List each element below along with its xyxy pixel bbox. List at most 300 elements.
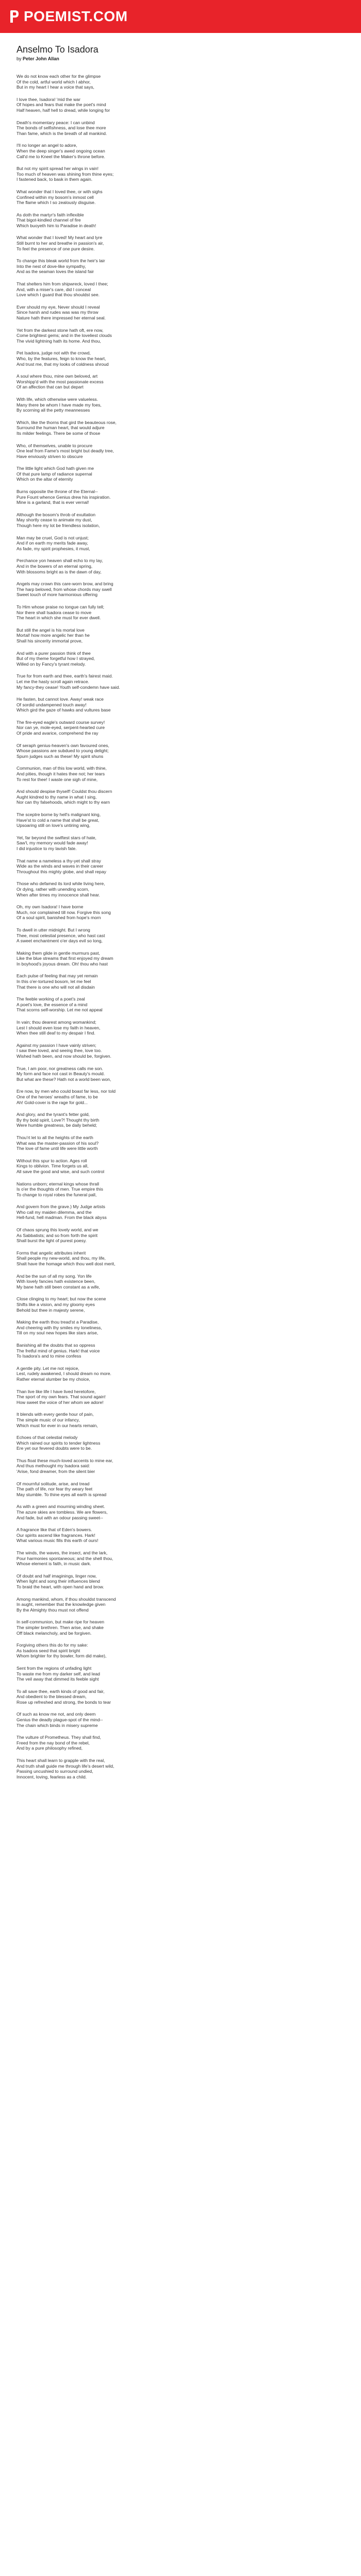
poem-stanza [17,1020,344,1036]
poem-line: Ere now, by men who could boast far less, nor told [17,1089,116,1094]
poem-line: Into the nest of dove-like sympathy, [17,263,86,269]
poem-line: Of sordid undampened touch away! [17,702,87,707]
poem-stanza [17,835,344,852]
poem-stanza [17,535,344,552]
poem-line: Nature hath there impressed her eternal seal. [17,315,106,320]
poem-line: When after times my innocence shall hear. [17,892,100,897]
poem-line: Against my passion I have vainly striven; [17,1042,96,1048]
poem-container [0,33,344,1780]
poem-line: Ever should my eye, Never should I reveal [17,304,100,310]
poem-line: A sweet enchantment o'er days evil so long, [17,938,103,944]
poem-line: He fasten, but cannot love. Away! weak race [17,697,104,702]
poem-line: In boyhood's joyous dream. Oh! thou who hast [17,961,108,967]
poem-line: True for from earth and thee, earth's fairest maid. [17,673,113,679]
poem-stanza [17,143,344,159]
poem-line: Each pulse of feeling that may yet remain [17,973,98,979]
poem-line: What various music fills this earth of ours! [17,1538,99,1544]
poem-line: Throughout this mighty globe, and shall repay [17,869,106,874]
poem-line: Though here my lot be friendless isolation, [17,523,100,529]
poem-line: To dwell in utter midnight. But I wrong [17,927,90,933]
poem-line: Surround the human heart, that would adjure [17,425,105,431]
poem-line: What wonder that I loved! My heart and lyre [17,235,103,241]
poem-line: The harp beloved, from whose chords may swell [17,586,112,592]
quill-logo-icon [8,9,20,24]
poem-line: Of doubt and half imaginings, linger now, [17,1573,97,1579]
poem-line: A gentle pity. Let me not rejoice, [17,1365,79,1371]
poem-line: I'll no longer an angel to adore, [17,143,77,148]
poem-stanza [17,1412,344,1428]
poem-line: To Him whose praise no tongue can fully tell; [17,604,105,609]
poem-line: Of hopes and fears that make the poet's mind [17,102,106,108]
poem-stanza [17,1227,344,1244]
poem-line: Nor there shall Isadora cease to move [17,609,92,615]
poem-title: Anselmo To Isadora [17,44,99,55]
poem-stanza [17,927,344,944]
poem-stanza [17,651,344,667]
poem-line: Have enviously striven to obscure [17,453,83,459]
poem-stanza [17,604,344,621]
poem-line: With lovely fancies hath existence been, [17,1279,95,1284]
poem-line: And with a purer passion think of thee [17,650,91,656]
poem-line: To change this bleak world from the heir's lair [17,258,105,264]
poem-line: All save the good and wise, and such control [17,1168,105,1174]
poem-line: Shall burst the light of purest poesy. [17,1238,87,1244]
poem-line: Of chaos sprung this lovely world, and we [17,1227,99,1233]
poem-line: Come brightest gems; and in the loveliest clouds [17,333,112,338]
poem-stanza [17,1504,344,1520]
poem-line: My bane hath still been constant as a wife, [17,1284,100,1290]
poem-stanza [17,443,344,460]
poem-line: Burns opposite the throne of the Eternal-- [17,489,98,495]
poem-line: Off black melancholy, and be forgiven. [17,1630,92,1636]
poem-stanza [17,1181,344,1198]
poem-stanza [17,1481,344,1498]
poem-line: And in the bowers of an eternal spring, [17,564,93,569]
poem-line: But still the angel is his mortal love [17,627,85,633]
poem-line: Worshipp'd with the most passionate excess [17,379,104,384]
poem-stanza [17,973,344,990]
poem-stanza [17,328,344,344]
poem-line: Whom brighter for thy bowler, form did make), [17,1653,107,1659]
poem-line: Still burnt to her and breathe in passion's air, [17,241,104,246]
poem-line: To Isadora's and to mine confess [17,1353,81,1359]
poem-line: Too much of heaven was shining from thine eyes; [17,171,114,177]
poem-stanza [17,1112,344,1128]
poem-stanza [17,1274,344,1290]
poem-line: Upsoaring still on love's untiring wing, [17,823,91,828]
poem-line: And trust me, that my looks of coldness shroud [17,361,109,367]
poem-line: Mortal! how more angelic her than he [17,633,90,638]
poem-line: Shifts like a vision, and my gloomy eyes [17,1302,95,1307]
poem-line: The fretful mind of genius. Hark! that voice [17,1348,100,1353]
poem-line: Were humble greatness, be daily beheld; [17,1123,97,1128]
poem-stanza [17,1573,344,1590]
poem-line: Which on the altar of eternity [17,477,73,482]
poem-line: Hell-fund, hell madman. From the black abyss [17,1215,107,1221]
poem-line: Pour harmonies spontaneous; and the shell thou, [17,1555,113,1561]
poem-line: Willed on by Fancy's tyrant melody. [17,661,86,667]
poem-line: Freed from the nay bond of the rebel, [17,1740,90,1745]
poem-line: With life, which otherwise were valueless. [17,396,99,402]
byline-by-label: by [17,56,22,61]
poem-line: The simple music of our infancy, [17,1417,80,1422]
poem-line: Confined within my bosom's inmost cell [17,194,94,200]
poem-line: And by a pure philosophy refined, [17,1745,83,1751]
poem-line: And obedient to the blessed dream, [17,1694,87,1700]
poem-stanza [17,281,344,298]
poem-line: Communion, man of this low world, with thine, [17,766,107,771]
poem-stanza [17,166,344,182]
poem-line: Passing uncushied to surround undied, [17,1769,93,1774]
poem-line: And truth shall guide me through life's desert wild, [17,1763,114,1769]
poem-line: And govern from the grave.) My Judge artists [17,1204,105,1210]
poem-line: Let me the hasty scroll again retrace. [17,679,89,684]
poem-line: Call'd me to Kneel the Maker's throne before. [17,154,105,159]
poem-line: Love which I guard that thou shouldst see. [17,292,100,298]
poem-stanza [17,673,344,690]
poem-line: The path of life, nor fear thy weary feet [17,1486,93,1492]
poem-line: And thus methought my Isadora said: [17,1463,90,1469]
poem-line: And pities, though it hates thee not; her tears [17,771,105,777]
poem-line: Rose up refreshed and strong, the bonds to tear [17,1699,111,1705]
poem-line: Among mankind, whom, if thou shouldst transcend [17,1596,116,1602]
poem-stanza [17,1666,344,1682]
poem-stanza [17,397,344,413]
poem-line: This heart shall learn to grapple with the real, [17,1758,105,1764]
logo-text: POEMIST.COM [24,8,128,24]
poem-line: But in my heart I hear a voice that says, [17,84,94,90]
poem-line: Wide as the winds and waves in their career [17,863,104,869]
poem-line: My form and face not cast in Beauty's mould. [17,1071,105,1077]
poem-line: And, with a miser's care, did I conceal [17,286,91,292]
poem-stanza [17,812,344,828]
poem-line: Rather eternal slumber be my choice, [17,1376,90,1382]
poem-stanza [17,120,344,137]
poem-line: A poet's love, the essence of a mind [17,1002,88,1007]
poem-line: 'Arise, fond dreamer, from the silent bier [17,1469,95,1475]
poem-line: As Sabbatists; and so from forth the spirit [17,1232,98,1238]
poem-line: Oh, my own Isadora! I have borne [17,904,84,910]
poem-line: Although the bosom's throb of exultation [17,512,96,517]
site-logo[interactable] [8,8,128,25]
poem-stanza [17,1366,344,1382]
poem-line: Have'st to cold a name that shall be great, [17,817,100,823]
poem-line: To feel the presence of one pure desire. [17,246,95,251]
poem-line: Thus float these much-loved accents to mine ear, [17,1458,113,1463]
poem-line: What was the master-passion of his soul? [17,1140,99,1146]
poem-stanza [17,1066,344,1082]
poem-line: Nations unborn; eternal kings whose thrall [17,1181,100,1187]
poem-line: Echoes of that celestial melody [17,1435,78,1440]
poem-stanza [17,350,344,367]
poem-stanza [17,743,344,759]
poem-stanza [17,1689,344,1705]
poem-stanza [17,1642,344,1659]
poem-stanza [17,1319,344,1336]
poem-line: That scorns self-worship. Let me not appeal [17,1007,103,1013]
poem-line: And cheering with thy smiles my loneliness, [17,1325,102,1330]
poem-line: Pet Isadora, judge not with the crowd, [17,350,91,356]
poem-line: Is o'er the thoughts of men. True empire this [17,1187,103,1192]
poem-byline [17,56,344,61]
poem-stanza [17,1435,344,1451]
poem-line: That bigot-kindled channel of fire [17,217,81,223]
poem-line: Who call my maiden dilemma, and the [17,1209,92,1215]
poem-stanza [17,489,344,505]
poem-stanza [17,97,344,113]
poem-stanza [17,720,344,736]
poem-line: The simpler brethren. Then arise, and shake [17,1624,104,1630]
poem-line: Which, like the thorns that gird the beauteous rose, [17,419,117,425]
poem-line: And fade, but with an odour passing sweet-- [17,1515,103,1520]
poem-line: The winds, the waves, the insect, and the lark, [17,1550,108,1555]
poem-line: Who, of themselves, unable to procure [17,443,93,448]
poem-line: A soul where thou, mine own beloved, art [17,374,98,379]
poem-stanza [17,1204,344,1221]
poem-stanza [17,1043,344,1059]
poem-stanza [17,212,344,229]
poem-line: The sport of my own fears. That sound again! [17,1394,106,1400]
poem-line: Since harsh and rudes was was my throw [17,310,99,315]
poem-line: But of my theme forgetful how I strayed, [17,656,95,662]
poem-stanza [17,1758,344,1780]
poem-line: The chain which binds in misery supreme [17,1722,98,1728]
poem-line: Which must for ever in our hearts remain, [17,1422,98,1428]
poem-line: As doth the martyr's faith inflexible [17,212,84,217]
poem-line: The heart in which she must for ever dwell. [17,615,101,621]
poem-line: Mine is a garland, that is ever vernal! [17,500,89,505]
poem-line: In aught, remember that the knowledge given [17,1602,106,1607]
poem-stanza [17,1735,344,1751]
poem-stanza [17,1711,344,1728]
poem-line: Spurn judges such as these! My spirit shuns [17,753,104,759]
poem-stanza [17,858,344,875]
poem-line: The veil away that dimmed its feeble sight [17,1676,99,1682]
poem-line: Shall people my new-world, and thou, my life, [17,1256,106,1261]
poem-stanza [17,466,344,482]
poem-line: Than fame, which is the breath of all mankind. [17,130,107,136]
poem-line: Without this spur to action. Ages roll [17,1158,87,1163]
poem-line: With blossoms bright as is the dawn of day, [17,569,102,574]
poem-line: But what are these? Hath not a world been won, [17,1076,111,1082]
poem-line: Banishing all the doubts that so oppress [17,1342,95,1348]
poem-line: Those who defamed its lord while living here, [17,881,105,887]
poem-line: We do not know each other for the glimpse [17,74,101,79]
poem-line: Of such as know me not, and only deem [17,1711,96,1717]
poem-line: Of an affection that can but depart [17,384,84,390]
poem-line: The fire-eyed eagle's outward course survey! [17,719,105,725]
poem-line: What wonder that I loved thee, or with sighs [17,189,103,194]
poem-line: Of pride and avarice, comprehend the ray [17,731,99,736]
poem-line: To all save thee, earth kinds of good and fair, [17,1688,105,1694]
poem-body [17,74,344,1780]
poem-line: Sent from the regions of unfading light [17,1665,92,1671]
poem-line: To rest for thee! I waste one sigh of mine, [17,776,98,782]
poem-line: The flame which I so zealously disguise. [17,200,96,206]
poem-stanza [17,1158,344,1175]
poem-stanza [17,951,344,967]
poem-line: As fade, my spirit prophesies, it must, [17,546,90,551]
poem-line: The vivid lightning hath its home. And thou, [17,338,101,344]
poem-line: As with a green and mourning winding sheet. [17,1504,105,1510]
poem-line: Saw'l, my memory would fade away! [17,840,88,846]
poem-line: Ah! Gold-cover is the rage for gold... [17,1099,88,1105]
poem-line: Whose element is faith, in music dark. [17,1561,91,1567]
poem-line: Kings to oblivion. Time forgets us all, [17,1163,89,1169]
poem-line: The little light which God hath given me [17,466,94,471]
poem-line: Lest, rudely awakened, I should dream no more. [17,1371,111,1377]
poem-line: Of seraph genius-heaven's own favoured ones, [17,742,109,748]
poem-line: As Isadora seed that spirit bright [17,1648,80,1653]
poem-line: Which rained our spirits to tender lightness [17,1440,101,1446]
poem-line: That shelters him from shipwreck, loved I thee; [17,281,108,287]
poem-line: By thy bold spirit, Love?! Thought thy birth [17,1117,100,1123]
poem-stanza [17,1250,344,1267]
poem-stanza [17,235,344,251]
poem-line: Nor can thy falsehoods, which might to thy earn [17,800,110,805]
poem-line: Of the cold, artful world which I abhor, [17,79,91,84]
poem-line: Like the blue streams that first enjoyed my dream [17,956,113,961]
poem-stanza [17,374,344,390]
poem-line: The feeble working of a poet's zeal [17,996,85,1002]
poem-line: By the Almighty thou must not offend [17,1607,89,1613]
poem-line: Whose passions are subdued to young delight; [17,748,109,754]
poem-stanza [17,1343,344,1359]
poem-stanza [17,581,344,598]
poem-stanza [17,74,344,90]
poem-stanza [17,789,344,805]
poem-line: Wished hath been, and now should be, forgiven. [17,1054,111,1059]
poem-line: By scorning all the petty meannesses [17,408,90,413]
poem-stanza [17,1389,344,1405]
poem-line: Making them glide in gentle murmurs past, [17,950,100,956]
poem-line: Till on my soul new hopes like stars arise, [17,1330,99,1336]
poem-line: Genius the deadly plague-spot of the mind-- [17,1717,103,1723]
poem-stanza [17,1597,344,1613]
poem-line: Death's momentary peace: I can unbind [17,120,95,125]
poem-line: Pure Fount whence Genius drew his inspiration. [17,494,111,500]
poem-line: That there is one who will not all disdain [17,984,95,990]
poem-line: Forgiving others this do for my sake: [17,1642,88,1648]
poem-line: Thee, most celestial presence, who hast cast [17,933,105,938]
poem-line: Sweet touch of more harmonious offering [17,592,98,598]
poem-line: Our spirits ascend like fragrances. Hark! [17,1532,95,1538]
poem-stanza [17,1089,344,1105]
poem-line: And as the seaman loves the island fair [17,269,94,275]
poem-stanza [17,904,344,921]
poem-line: Yet from the darkest stone hath oft, ere now, [17,327,104,333]
poem-line: And be the sun of all my song. Yon life [17,1273,92,1279]
poem-line: In self-communion, but make ripe for heaven [17,1619,105,1625]
poem-line: Its milder feelings. There be some of those [17,430,101,436]
poem-line: When thee still deaf to my despair I find. [17,1030,95,1036]
poem-line: But not my spirit spread her wings in vain! [17,166,99,172]
poem-line: When the deep singer's awed ongoing ocean [17,148,105,154]
poem-line: May shortly cease to animate my dust, [17,517,92,523]
poem-line: The vulture of Prometheus. They shall find, [17,1735,101,1740]
poem-line: Making the earth thou tread'st a Paradise, [17,1319,99,1325]
poem-stanza [17,1458,344,1475]
poem-line: Aught kindred to thy name in what I sing, [17,794,97,800]
poem-line: How sweet the voice of her whom we adore! [17,1399,104,1405]
poem-line: In this o'er-tortured bosom, let me feel [17,979,91,985]
poem-line: To change to royal robes the funeral pall, [17,1192,97,1197]
poem-line: When light and song their influences blend [17,1579,100,1584]
poem-stanza [17,258,344,275]
poem-line: Forms that angelic attributes inherit [17,1250,86,1256]
poem-line: The azure skies are tombless. We are flowers, [17,1510,108,1515]
poem-line: Man may be cruel, God is not unjust; [17,535,89,540]
poem-line: To braid the heart, with open hand and brow. [17,1584,104,1589]
poem-stanza [17,558,344,574]
poem-line: And if on earth my merits fade away, [17,540,88,546]
poem-stanza [17,881,344,897]
poem-line: It blends with every gentle hour of pain, [17,1412,94,1417]
poem-line: The love of fame until life were little worth [17,1146,98,1151]
poem-line: In vain; thou dearest among womankind; [17,1020,96,1025]
poem-line: My fancy-they cease! Youth self-condemn have said. [17,684,120,690]
poem-line: Angels may crown this care-worn brow, and bring [17,581,113,587]
poem-line: Of mournful solitude, arise, and tread [17,1481,90,1486]
poem-line: Half heaven, half hell to dread, while longing for [17,107,110,113]
poem-line: One leaf from Fame's most bright but deadly tree, [17,448,114,454]
poem-line: True, I am poor, nor greatness calls me son. [17,1065,103,1071]
poem-line: Many there be whom I have made my foes, [17,402,102,408]
poem-line: May stumble. To thine eyes all earth is spread [17,1492,107,1497]
poem-line: Ere yet our fevered doubts were to be. [17,1446,92,1451]
poem-stanza [17,189,344,206]
poem-stanza [17,1550,344,1567]
poem-line: Close clinging to my heart; but now the scene [17,1296,106,1302]
poem-stanza [17,304,344,321]
poem-line: To waste me from my darker self, and lead [17,1671,100,1676]
poem-line: Behold but thee in majesty serene, [17,1307,85,1313]
poem-line: I fastened back, to bask in them again. [17,177,93,182]
poem-line: One of the heroes' wreaths of fame, to be [17,1094,98,1099]
poem-stanza [17,420,344,436]
poem-line: I love thee, Isadora! 'mid the war [17,96,80,102]
poem-line: Of that pure lamp of radiance supernal [17,471,92,477]
poem-line: Than live like life I have lived heretofore, [17,1388,96,1394]
poem-line: Which gird the gaze of hawks and vultures base [17,707,111,713]
poem-line: Of a soul spirit, banished from hope's morn [17,915,101,921]
poem-stanza [17,628,344,644]
poem-line: Nor can ye, mole-eyed, serpent-hearted cure [17,725,105,731]
poem-line: Shalt have the homage which thou well dost merit, [17,1261,116,1267]
poem-line: The sceptre borne by hell's malignant king, [17,812,101,817]
poem-line: Yet, far beyond the swiftest stars of hate, [17,835,96,840]
poem-stanza [17,512,344,529]
poem-line: A fragrance like that of Eden's bowers. [17,1527,92,1533]
poem-stanza [17,766,344,782]
poem-author[interactable]: Peter John Allan [23,56,59,61]
poem-line: I saw thee loved, and seeing thee, love too. [17,1048,102,1054]
poem-line: Much, nor complained till now. Forgive this song [17,909,111,915]
poem-line: That name a nameless a thy-yet shall stray [17,858,101,863]
poem-line: Perchance yon heaven shall echo to my lay, [17,558,103,564]
poem-line: Thou'rt let to all the heights of the earth [17,1134,93,1140]
poem-line: Who, by the features, feign to know the heart, [17,355,106,361]
poem-line: And glory, and the tyrant's fetter gold, [17,1112,90,1117]
poem-line: Innocent, loving, fearless as a child. [17,1774,87,1780]
poem-line: Or dying, rather with unending scorn, [17,886,89,892]
poem-line: Shall his sincerity immortal prove, [17,638,83,643]
poem-line: The bonds of selfishness, and lose thee more [17,125,106,131]
poem-stanza [17,1619,344,1636]
poem-line: Lest I should even lose my faith in heaven, [17,1025,101,1030]
site-header [0,0,361,33]
poem-line: I did injustice to my lavish fate. [17,845,77,851]
